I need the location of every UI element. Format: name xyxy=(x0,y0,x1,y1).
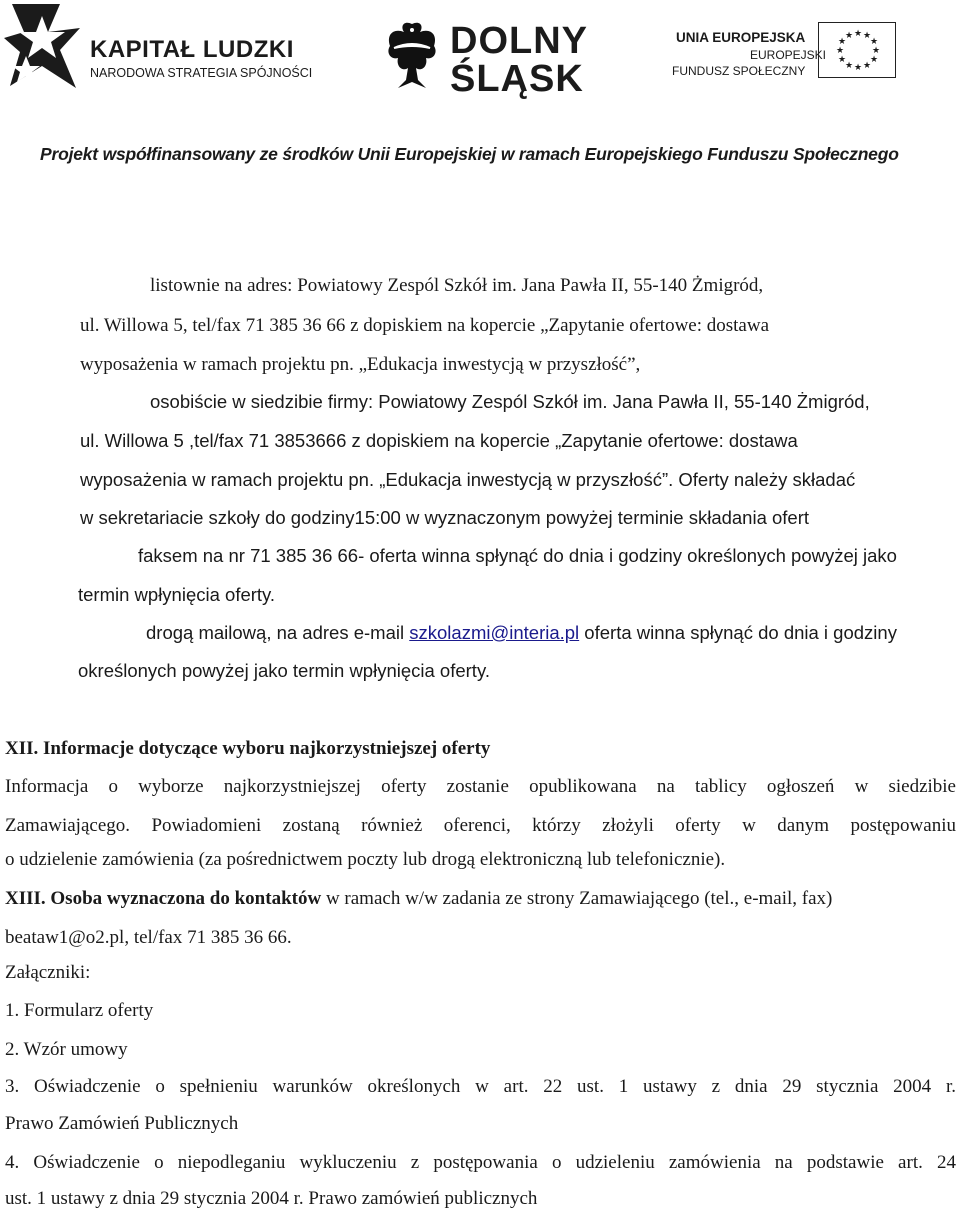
svg-text:★: ★ xyxy=(835,46,845,56)
section-xii-line: o udzielenie zamówienia (za pośrednictwem poczty lub drogą elektroniczną lub telefonicznie). xyxy=(5,849,726,870)
bullet-text-line: ul. Willowa 5 ,tel/fax 71 3853666 z dopiskiem na kopercie „Zapytanie ofertowe: dostawa xyxy=(80,430,798,451)
email-link[interactable]: szkolazmi@interia.pl xyxy=(409,622,580,643)
svg-text:★: ★ xyxy=(869,37,879,47)
attachment-item: 1. Formularz oferty xyxy=(5,1000,154,1021)
project-banner: Projekt współfinansowany ze środków Unii Europejskiej w ramach Europejskiego Funduszu Społecznego xyxy=(40,144,899,164)
attachment-item: 4. Oświadczenie o niepodleganiu wykluczeniu z postępowania o udzieleniu zamówienia na podstawie art. 24 xyxy=(5,1152,956,1173)
bullet-text-line: osobiście w siedzibie firmy: Powiatowy Zespól Szkół im. Jana Pawła II, 55-140 Żmigród, xyxy=(150,391,870,412)
eu-flag-icon xyxy=(818,22,896,78)
section-xii-line: Informacja o wyborze najkorzystniejszej oferty zostanie opublikowana na tablicy ogłoszeń w siedzibie xyxy=(5,776,956,797)
dolny-line2: ŚLĄSK xyxy=(450,58,584,100)
kapital-ludzki-subtitle: NARODOWA STRATEGIA SPÓJNOŚCI xyxy=(90,66,313,80)
email-prefix: drogą mailową, na adres e-mail xyxy=(146,622,410,643)
svg-text:★: ★ xyxy=(871,46,881,56)
section-xii-line: Zamawiającego. Powiadomieni zostaną również oferenci, którzy złożyli oferty w danym postępowaniu xyxy=(5,815,956,836)
section-xii-heading: XII. Informacje dotyczące wyboru najkorzystniejszej oferty xyxy=(5,738,491,759)
bullet-text-line: faksem na nr 71 385 36 66- oferta winna spłynąć do dnia i godziny określonych powyżej jako xyxy=(138,545,897,566)
bullet-text-line: listownie na adres: Powiatowy Zespól Szkół im. Jana Pawła II, 55-140 Żmigród, xyxy=(150,275,764,296)
attachment-item-cont: Prawo Zamówień Publicznych xyxy=(5,1113,239,1134)
eu-line3: FUNDUSZ SPOŁECZNY xyxy=(672,64,806,78)
bullet-text-line xyxy=(146,622,897,644)
attachments-title: Załączniki: xyxy=(5,962,91,983)
bullet-text-line: wyposażenia w ramach projektu pn. „Edukacja inwestycją w przyszłość”. Oferty należy składać xyxy=(80,469,856,490)
eu-line1: UNIA EUROPEJSKA xyxy=(676,30,806,45)
kapital-ludzki-logo xyxy=(0,0,313,90)
attachment-item: 2. Wzór umowy xyxy=(5,1039,128,1060)
bullet-text-line: ul. Willowa 5, tel/fax 71 385 36 66 z dopiskiem na kopercie „Zapytanie ofertowe: dostawa xyxy=(80,315,770,336)
svg-text:★: ★ xyxy=(844,31,854,41)
dolny-slask-logo xyxy=(384,14,594,100)
svg-text:★: ★ xyxy=(837,37,847,47)
attachment-item-cont: ust. 1 ustawy z dnia 29 stycznia 2004 r. Prawo zamówień publicznych xyxy=(5,1188,538,1209)
svg-text:★: ★ xyxy=(862,31,872,41)
kapital-ludzki-emblem xyxy=(2,2,84,90)
svg-text:★: ★ xyxy=(837,55,847,65)
bullet-text-line: termin wpłynięcia oferty. xyxy=(78,584,276,605)
svg-text:★: ★ xyxy=(862,61,872,71)
svg-text:★: ★ xyxy=(853,29,863,39)
email-suffix: oferta winna spłynąć do dnia i godziny xyxy=(579,622,897,643)
section-xiii-rest: w ramach w/w zadania ze strony Zamawiającego (tel., e-mail, fax) xyxy=(321,888,833,909)
eu-line2: EUROPEJSKI xyxy=(750,48,827,62)
svg-text:★: ★ xyxy=(869,55,879,65)
svg-text:★: ★ xyxy=(853,63,863,73)
attachment-item: 3. Oświadczenie o spełnieniu warunków określonych w art. 22 ust. 1 ustawy z dnia 29 stycznia 2004 r. xyxy=(5,1076,956,1097)
section-xiii-line xyxy=(5,888,832,910)
bullet-text-line: określonych powyżej jako termin wpłynięcia oferty. xyxy=(78,660,490,681)
section-xiii-contact: beataw1@o2.pl, tel/fax 71 385 36 66. xyxy=(5,927,292,948)
eagle-crest-icon xyxy=(384,18,440,92)
bullet-text-line: wyposażenia w ramach projektu pn. „Edukacja inwestycją w przyszłość”, xyxy=(80,354,641,375)
kapital-ludzki-title: KAPITAŁ LUDZKI xyxy=(90,36,294,63)
eu-logo xyxy=(672,30,952,100)
bullet-text-line: w sekretariacie szkoły do godziny15:00 w wyznaczonym powyżej terminie składania ofert xyxy=(80,507,810,528)
svg-text:★: ★ xyxy=(844,61,854,71)
section-xiii-heading: XIII. Osoba wyznaczona do kontaktów xyxy=(5,888,322,909)
dolny-line1: DOLNY xyxy=(450,20,588,62)
